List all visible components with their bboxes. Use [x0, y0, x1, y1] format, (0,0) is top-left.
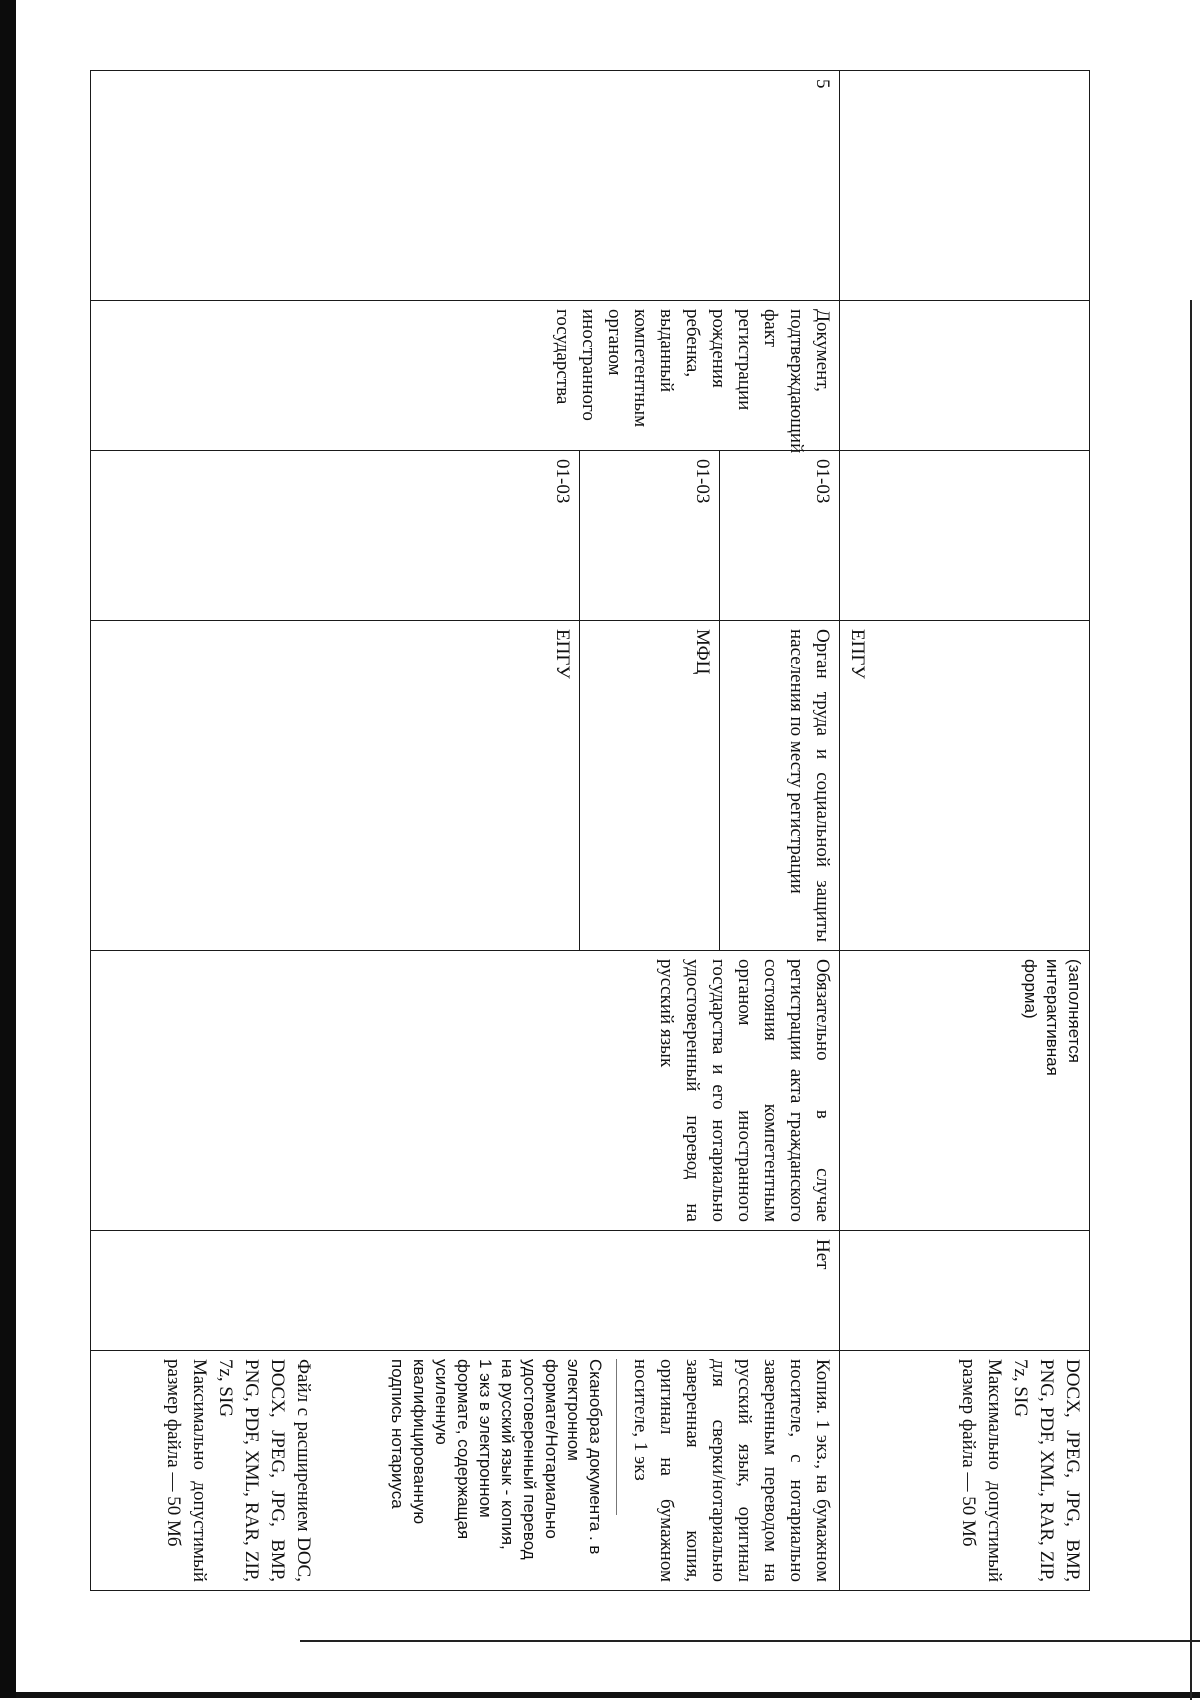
- channel-code-1: 01-03: [812, 459, 833, 504]
- cell-condition: [91, 951, 840, 1231]
- page-border-right: [1190, 300, 1192, 1700]
- channel-label-1: Орган труда и социальной защиты населения по месту регистрации: [786, 629, 833, 942]
- cell-empty-name: [840, 301, 1090, 451]
- return-flag: Нет: [812, 1239, 833, 1270]
- requirements-paper: Копия. 1 экз., на бумажном носителе, с нотариально заверенным переводом на русский язык, оригинал для сверки/нотариально заверенная копия, оригинал на бумажном носителе, 1 экз: [630, 1359, 833, 1582]
- requirements-separator: [616, 1359, 617, 1515]
- channel-code-3: 01-03: [552, 459, 573, 504]
- cell-channel-continuation: [840, 621, 1090, 951]
- cell-requirements: [91, 1351, 840, 1591]
- row-number: 5: [812, 79, 833, 89]
- channel-label-3: ЕПГУ: [552, 629, 573, 679]
- scan-edge-bottom: [16, 1692, 1200, 1698]
- cell-condition-continuation: [840, 951, 1090, 1231]
- cell-code-2: [580, 451, 720, 621]
- cell-channel-3: [91, 621, 580, 951]
- cell-code-3: [91, 451, 580, 621]
- condition-text: Обязательно в случае регистрации акта гражданского состояния компетентным органом иностранного государства и его нотариально удостоверенный перевод на русский язык: [656, 959, 833, 1222]
- cell-empty-code: [840, 451, 1090, 621]
- document-name-text: Документ, подтверждающий факт регистрации рождения ребенка, выданный компетентным органом иностранного государства: [552, 309, 833, 454]
- table-row-continuation: [840, 71, 1090, 1591]
- scan-edge-left: [0, 0, 16, 1698]
- requirements-gap: [316, 1359, 386, 1582]
- cell-code-1: [720, 451, 840, 621]
- requirements-file: Файл с расширением DOC, DOCX, JPEG, JPG, BMP, PNG, PDF, XML, RAR, ZIP, 7z, SIG Максимально допустимый размер файла — 50 Мб: [163, 1359, 314, 1582]
- documents-table: [90, 70, 1090, 1591]
- page-border-bottom: [300, 1640, 1200, 1642]
- channel-code-2: 01-03: [692, 459, 713, 504]
- cell-document-name: [91, 301, 840, 454]
- cell-empty-return: [840, 1231, 1090, 1351]
- cell-return-flag: [91, 1231, 840, 1351]
- cell-empty-num: [840, 71, 1090, 301]
- rotated-table-container: [90, 70, 1090, 1590]
- cell-requirements-continuation: [840, 1351, 1090, 1591]
- interactive-form-note: (заполняется интерактивная форма): [1021, 959, 1084, 1076]
- file-format-requirements: DOCX, JPEG, JPG, BMP, PNG, PDF, XML, RAR, ZIP, 7z, SIG Максимально допустимый размер файла — 50 Мб: [958, 1359, 1083, 1582]
- channel-epgu-label: ЕПГУ: [847, 629, 868, 679]
- requirements-scan: Сканобраз документа . в электронном формате/Нотариально удостоверенный перевод на русский язык - копия, 1 экз в электронном формате, содержащая усиленную квалифицированную подпись нотариуса: [388, 1359, 605, 1560]
- channel-label-2: МФЦ: [692, 629, 713, 675]
- cell-channel-2: [580, 621, 720, 951]
- table-row-5: [720, 71, 840, 1591]
- cell-channel-1: [720, 621, 840, 951]
- cell-row-number: [91, 71, 840, 301]
